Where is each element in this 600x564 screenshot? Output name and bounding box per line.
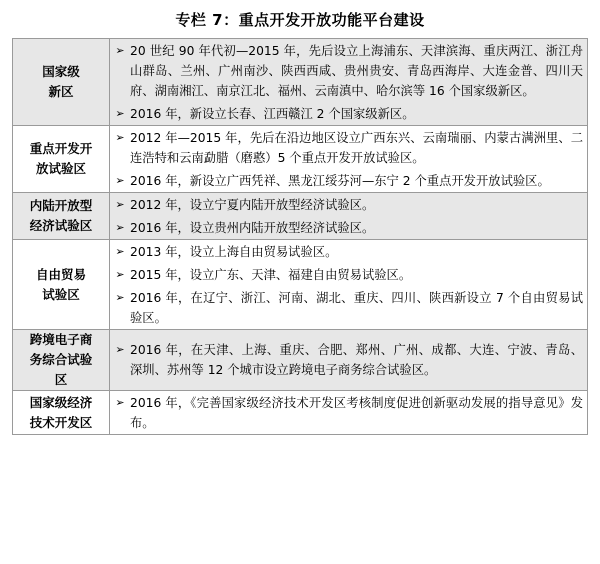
list-item-text: 2016 年，在辽宁、浙江、河南、湖北、重庆、四川、陕西新设立 7 个自由贸易试验区。 bbox=[130, 290, 583, 325]
row-content bbox=[110, 391, 588, 435]
arrow-bullet-icon: ➢ bbox=[115, 244, 125, 258]
row-label-free-trade-zones bbox=[13, 240, 110, 330]
list-item bbox=[110, 240, 587, 263]
row-label-inland-open-economy-zones bbox=[13, 193, 110, 240]
list-item-text: 20 世纪 90 年代初—2015 年，先后设立上海浦东、天津滨海、重庆两江、浙江舟山群岛、兰州、广州南沙、陕西西咸、贵州贵安、青岛西海岸、大连金普、四川天府、湖南湘江、南京江北、福州、云南滇中、哈尔滨等 16 个国家级新区。 bbox=[130, 43, 583, 98]
arrow-bullet-icon: ➢ bbox=[115, 220, 125, 234]
table-row bbox=[13, 330, 588, 391]
list-item bbox=[110, 193, 587, 216]
row-label-national-economic-dev-zones bbox=[13, 391, 110, 435]
label-line: 跨境电子商 bbox=[29, 332, 93, 347]
arrow-bullet-icon: ➢ bbox=[115, 395, 125, 409]
list-item bbox=[110, 39, 587, 102]
table-row bbox=[13, 391, 588, 435]
list-item-text: 2016 年，设立贵州内陆开放型经济试验区。 bbox=[130, 220, 375, 235]
list-item bbox=[110, 391, 587, 434]
list-item-text: 2016 年，在天津、上海、重庆、合肥、郑州、广州、成都、大连、宁波、青岛、深圳、苏州等 12 个城市设立跨境电子商务综合试验区。 bbox=[130, 343, 583, 377]
bullet-list bbox=[110, 126, 587, 192]
arrow-bullet-icon: ➢ bbox=[115, 173, 125, 187]
list-item bbox=[110, 126, 587, 169]
list-item-text: 2016 年，《完善国家级经济技术开发区考核制度促进创新驱动发展的指导意见》发布。 bbox=[130, 395, 583, 430]
label-line: 技术开发区 bbox=[29, 414, 93, 430]
list-item-text: 2012 年—2015 年，先后在沿边地区设立广西东兴、云南瑞丽、内蒙古满洲里、二连浩特和云南勐腊（磨憨）5 个重点开发开放试验区。 bbox=[130, 130, 583, 165]
row-content bbox=[110, 193, 588, 240]
bullet-list bbox=[110, 193, 587, 239]
list-item bbox=[110, 263, 587, 286]
label-line: 重点开发开 bbox=[29, 141, 93, 156]
row-content bbox=[110, 330, 588, 391]
arrow-bullet-icon: ➢ bbox=[115, 290, 125, 304]
label-line: 内陆开放型 bbox=[29, 198, 93, 213]
row-label-cross-border-ecommerce-zones bbox=[13, 330, 110, 391]
row-label-key-dev-open-pilot-zones bbox=[13, 126, 110, 193]
row-content bbox=[110, 240, 588, 330]
table-row bbox=[13, 193, 588, 240]
list-item-text: 2012 年，设立宁夏内陆开放型经济试验区。 bbox=[130, 197, 375, 212]
label-line: 国家级 bbox=[42, 64, 80, 79]
list-item bbox=[110, 102, 587, 125]
list-item-text: 2016 年，新设立广西凭祥、黑龙江绥芬河—东宁 2 个重点开发开放试验区。 bbox=[130, 173, 550, 188]
list-item bbox=[110, 339, 587, 382]
page-title: 专栏 7：重点开发开放功能平台建设 bbox=[175, 11, 425, 29]
arrow-bullet-icon: ➢ bbox=[115, 343, 125, 356]
table-row bbox=[13, 240, 588, 330]
label-line: 国家级经济 bbox=[29, 394, 93, 410]
bullet-list bbox=[110, 240, 587, 329]
label-line: 试验区 bbox=[42, 286, 80, 302]
arrow-bullet-icon: ➢ bbox=[115, 43, 125, 57]
arrow-bullet-icon: ➢ bbox=[115, 197, 125, 211]
bullet-list bbox=[110, 339, 587, 382]
list-item bbox=[110, 286, 587, 329]
list-item-text: 2016 年，新设立长春、江西赣江 2 个国家级新区。 bbox=[130, 106, 415, 121]
label-line: 经济试验区 bbox=[29, 218, 93, 233]
table-row bbox=[13, 39, 588, 126]
list-item-text: 2015 年，设立广东、天津、福建自由贸易试验区。 bbox=[130, 267, 412, 282]
row-content bbox=[110, 126, 588, 193]
bullet-list bbox=[110, 391, 587, 434]
label-line: 新区 bbox=[48, 84, 74, 99]
row-content bbox=[110, 39, 588, 126]
arrow-bullet-icon: ➢ bbox=[115, 267, 125, 281]
list-item bbox=[110, 216, 587, 239]
label-line: 放试验区 bbox=[35, 161, 86, 176]
list-item-text: 2013 年，设立上海自由贸易试验区。 bbox=[130, 244, 338, 259]
arrow-bullet-icon: ➢ bbox=[115, 106, 125, 120]
row-label-national-new-areas bbox=[13, 39, 110, 126]
table-body bbox=[13, 39, 588, 435]
bullet-list bbox=[110, 39, 587, 125]
list-item bbox=[110, 169, 587, 192]
label-line: 区 bbox=[54, 372, 68, 387]
label-line: 自由贸易 bbox=[35, 266, 86, 282]
arrow-bullet-icon: ➢ bbox=[115, 130, 125, 144]
label-line: 务综合试验 bbox=[29, 352, 93, 367]
table-row bbox=[13, 126, 588, 193]
platform-table bbox=[12, 38, 588, 435]
